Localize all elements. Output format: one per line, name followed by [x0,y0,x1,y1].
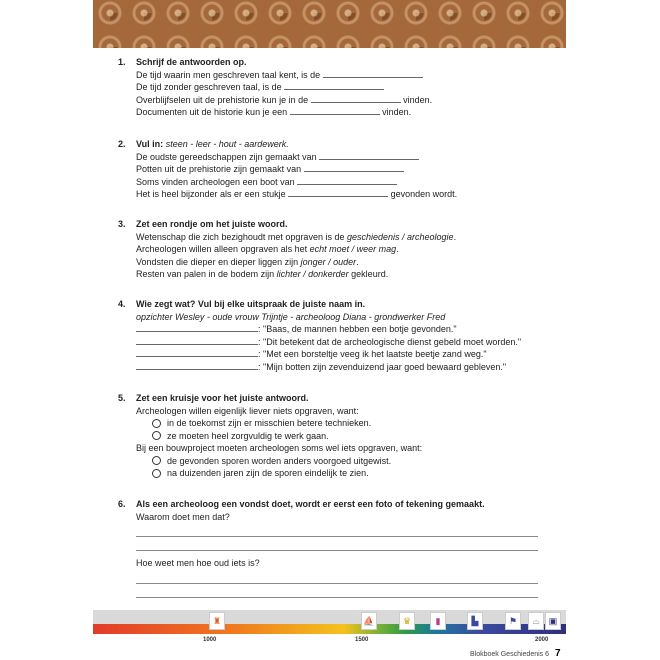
option-label: in de toekomst zijn er misschien betere technieken. [167,418,372,428]
ship-icon: ⛵ [361,612,377,630]
word-choice[interactable]: lichter / donkerder [276,269,349,279]
sentence: Overblijfselen uit de prehistorie kun je in de [136,94,309,105]
name-blank[interactable] [136,323,258,332]
radio-circle-icon[interactable] [152,469,161,478]
answer-option[interactable] [136,455,558,468]
timeline-strip [93,610,566,624]
writing-line[interactable] [136,570,538,584]
tick-label-2000: 2000 [535,637,549,643]
sentence: Documenten uit de historie kun je een [136,107,288,117]
sentence: Archeologen willen alleen opgraven als het [136,244,308,254]
sub-question: Archeologen willen eigenlijk liever niets opgraven, want: [136,405,359,416]
question-number: 1. [118,57,126,67]
writing-line[interactable] [136,537,538,551]
radio-circle-icon[interactable] [152,456,161,465]
question-5 [118,392,558,480]
sub-question: Hoe weet men hoe oud iets is? [136,558,260,568]
word-list: steen - leer - hout - aardewerk. [165,139,289,149]
sub-question: Waarom doet men dat? [136,511,230,522]
question-number: 6. [118,499,126,509]
sentence: De oudste gereedschappen zijn gemaakt van [136,151,317,162]
sentence-end: . [453,231,457,242]
sentence-end: gekleurd. [351,269,389,279]
page-footer [470,648,561,659]
helmet-icon: ⌓ [528,612,544,630]
answer-blank[interactable] [323,69,423,78]
question-number: 5. [118,393,126,403]
book-title: Blokboek Geschiedenis 6 [470,651,549,658]
answer-option[interactable] [136,467,558,480]
question-number: 2. [118,139,126,149]
computer-icon: ▣ [545,612,561,630]
question-number: 4. [118,299,126,309]
question-4 [118,298,558,373]
answer-blank[interactable] [290,106,380,115]
sentence: Wetenschap die zich bezighoudt met opgraven is de [136,231,345,242]
name-blank[interactable] [136,361,258,370]
option-label: na duizenden jaren zijn de sporen eindelijk te zien. [167,468,369,478]
name-blank[interactable] [136,336,258,345]
writing-line[interactable] [136,523,538,537]
question-1 [118,56,558,119]
option-label: de gevonden sporen worden anders voorgoed uitgewist. [167,455,392,466]
word-choice[interactable]: echt moet / weer mag [309,244,397,254]
radio-circle-icon[interactable] [152,431,161,440]
sentence: Het is heel bijzonder als er een stukje [136,189,286,199]
tick-label-1500: 1500 [355,637,369,643]
crown-icon: ♛ [399,612,415,630]
quote: : "Dit betekent dat de archeologische dienst gebeld moet worden." [258,336,522,347]
answer-blank[interactable] [311,94,401,103]
quote: : "Baas, de mannen hebben een botje gevonden." [258,324,457,334]
sub-question: Bij een bouwproject moeten archeologen soms wel iets opgraven, want: [136,443,423,453]
question-title: Vul in: [136,139,164,149]
castle-icon: ♜ [209,612,225,630]
sentence-end: vinden. [382,107,412,117]
sentence-end: . [356,256,359,267]
option-label: ze moeten heel zorgvuldig te werk gaan. [167,430,329,441]
sentence: De tijd zonder geschreven taal, is de [136,82,282,92]
radio-circle-icon[interactable] [152,419,161,428]
question-6 [118,498,558,598]
question-title: Wie zegt wat? Vul bij elke uitspraak de juiste naam in. [136,299,366,309]
question-title: Als een archeoloog een vondst doet, wordt er eerst een foto of tekening gemaakt. [136,499,485,509]
writing-line[interactable] [136,584,538,598]
quote: : "Met een borsteltje veeg ik het laatste beetje zand weg." [258,349,487,359]
name-blank[interactable] [136,348,258,357]
question-3 [118,218,558,281]
answer-blank[interactable] [297,176,397,185]
sentence-end: . [396,244,399,254]
word-choice[interactable]: jonger / ouder [300,256,357,267]
quote: : "Mijn botten zijn zevenduizend jaar goed bewaard gebleven." [258,361,507,372]
sentence: De tijd waarin men geschreven taal kent, is de [136,69,321,80]
tick-label-1000: 1000 [203,637,217,643]
answer-blank[interactable] [288,188,388,197]
building-icon: ▮ [430,612,446,630]
question-title: Zet een rondje om het juiste woord. [136,219,288,229]
sentence-end: vinden. [403,94,433,105]
answer-option[interactable] [136,430,558,443]
question-title: Schrijf de antwoorden op. [136,57,247,67]
sentence: Resten van palen in de bodem zijn [136,269,275,279]
question-number: 3. [118,219,126,229]
flag-icon: ⚑ [505,612,521,630]
sentence: Potten uit de prehistorie zijn gemaakt van [136,164,302,174]
name-list: opzichter Wesley - oude vrouw Trijntje - archeoloog Diana - grondwerker Fred [136,311,446,322]
timeline-color-band [93,624,566,634]
answer-blank[interactable] [319,151,419,160]
sentence-end: gevonden wordt. [390,189,458,199]
timeline [93,610,566,646]
factory-icon: ▙ [467,612,483,630]
question-2 [118,138,558,201]
question-title: Zet een kruisje voor het juiste antwoord. [136,393,309,403]
page-number: 7 [555,648,561,659]
sentence: Soms vinden archeologen een boot van [136,176,295,187]
sentence: Vondsten die dieper en dieper liggen zijn [136,256,299,267]
word-choice[interactable]: geschiedenis / archeologie [346,231,454,242]
decorative-banner [93,0,566,48]
answer-blank[interactable] [304,163,404,172]
answer-blank[interactable] [284,81,384,90]
answer-option[interactable] [136,417,558,430]
